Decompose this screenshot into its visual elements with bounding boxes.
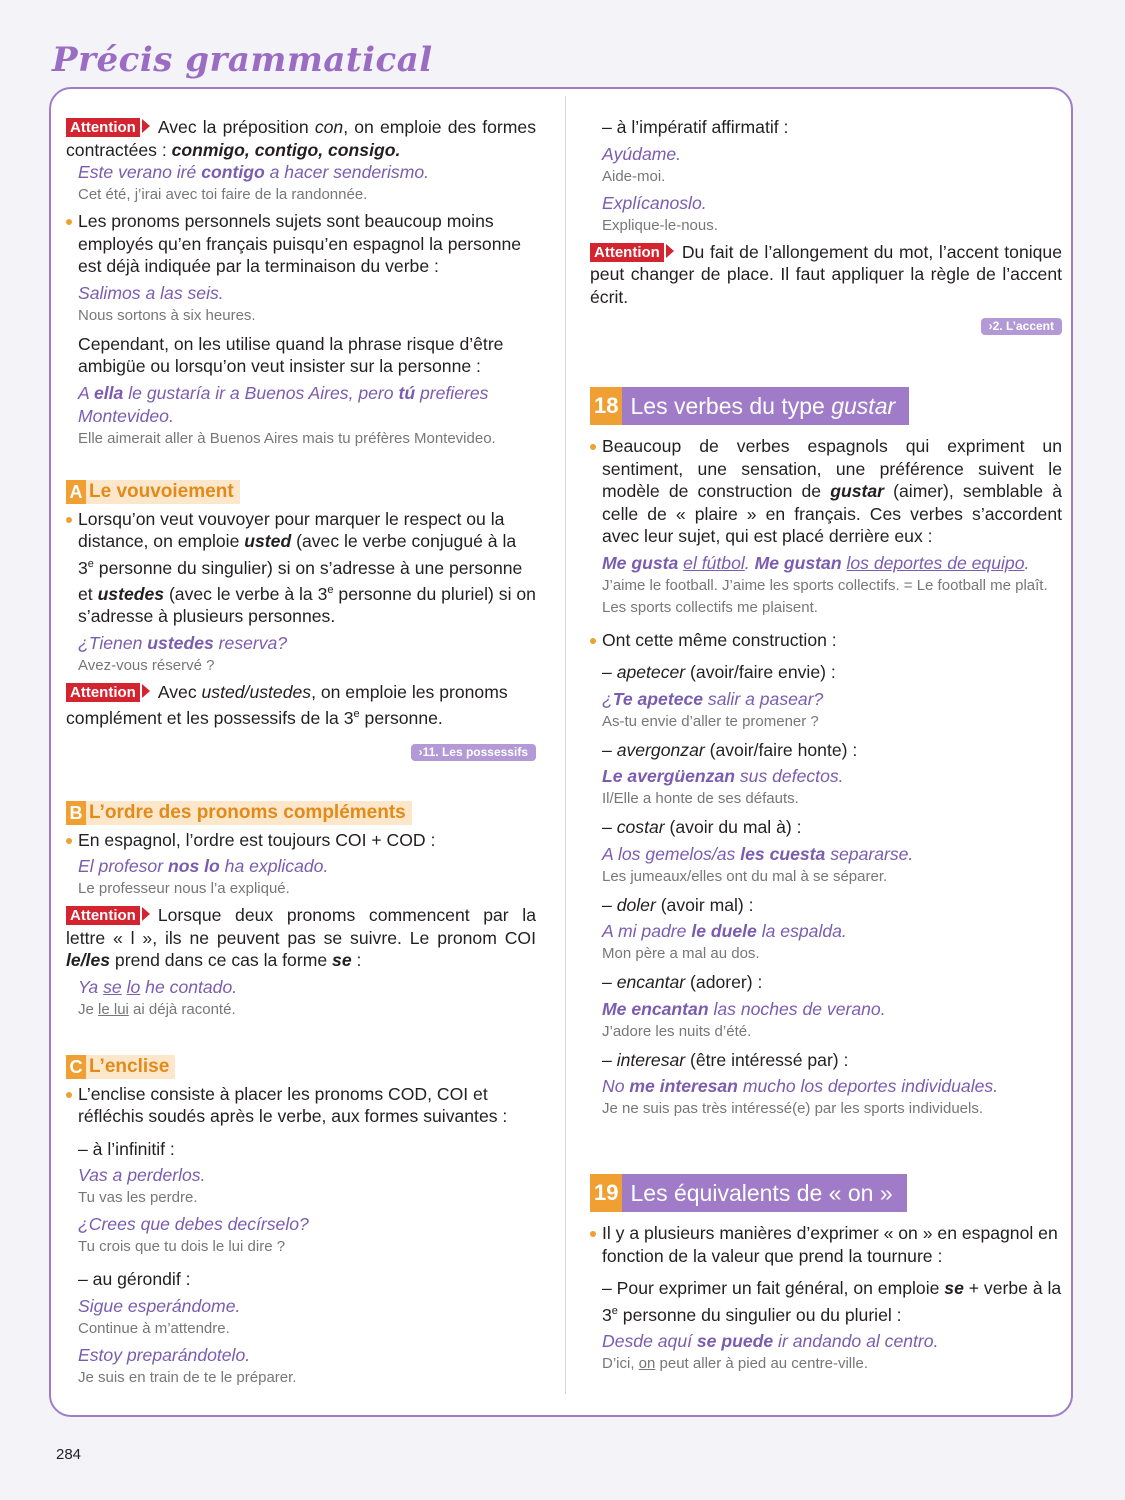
translation: Tu crois que tu dois le lui dire ? [78,1238,286,1256]
bullet-text: Beaucoup de verbes espagnols qui expriment un sentiment, une sensation, une préférence suivent le modèle de construction de gustar (aimer), semblable à celle de « plaire » en français. Ces verbes s’accordent avec leur sujet, qui est placé derrière eux : [590,435,1062,548]
spanish-example: Salimos a las seis. [78,282,224,303]
spanish-example: Me encantan las noches de verano. [602,998,886,1019]
page-title: Précis grammatical [52,40,433,80]
attention-arrow-icon [142,119,150,133]
attention-badge: Attention [66,683,140,702]
attention-arrow-icon [142,684,150,698]
translation: As-tu envie d’aller te promener ? [602,712,819,730]
form-label: – au gérondif : [78,1269,191,1290]
reference-link[interactable]: ›2. L’accent [981,318,1062,335]
right-column [590,116,1062,1375]
bullet-text: L’enclise consiste à placer les pronoms COD, COI et réfléchis soudés après le verbe, aux formes suivantes : [66,1083,536,1128]
section-header-19: 19 Les équivalents de « on » [590,1174,1062,1212]
verb-entry: – doler (avoir mal) : [602,894,754,915]
bullet-text: Il y a plusieurs manières d’exprimer « on » en espagnol en fonction de la valeur que prend la tournure : [590,1222,1062,1267]
attention-arrow-icon [142,907,150,921]
verb-entry: – interesar (être intéressé par) : [602,1049,849,1070]
translation: Mon père a mal au dos. [602,945,760,962]
spanish-example: Estoy preparándotelo. [78,1344,251,1365]
spanish-example: A mi padre le duele la espalda. [602,921,847,941]
bullet-text: Les pronoms personnels sujets sont beaucoup moins employés qu’en français puisqu’en espagnol la personne est déjà indiquée par la terminaison du verbe : [66,210,536,278]
attention-badge: Attention [590,243,664,262]
form-label: – à l’infinitif : [78,1138,175,1159]
page-number: 284 [56,1446,82,1463]
attention-note: Attention Du fait de l’allongement du mot, l’accent tonique peut changer de place. Il faut appliquer la règle de l’accent écrit. [590,241,1062,307]
translation: Nous sortons à six heures. [78,306,256,324]
bullet-text: Ont cette même construction : [590,629,1062,652]
verb-entry: – apetecer (avoir/faire envie) : [602,662,836,682]
translation: Cet été, j’irai avec toi faire de la randonnée. [78,186,368,203]
spanish-example: Vas a perderlos. [78,1165,206,1186]
paragraph: – Pour exprimer un fait général, on emploie se + verbe à la 3e personne du singulier ou du pluriel : [602,1278,1062,1325]
section-header-c: C L’enclise [66,1055,536,1079]
translation: Elle aimerait aller à Buenos Aires mais tu préfères Montevideo. [78,429,496,447]
translation: J’adore les nuits d’été. [602,1022,752,1040]
attention-note: Attention Avec la préposition con, on emploie des formes contractées : conmigo, contigo, consigo. [66,117,536,160]
spanish-example: Ayúdame. [602,143,682,164]
spanish-example: Me gusta el fútbol. Me gustan los deportes de equipo. [602,552,1030,573]
spanish-example: ¿Tienen ustedes reserva? [78,632,288,653]
spanish-example: A los gemelos/as les cuesta separarse. [602,843,914,864]
translation: Aide-moi. [602,167,666,185]
bullet-text: Lorsqu’on veut vouvoyer pour marquer le respect ou la distance, on emploie usted (avec le verbe conjugué à la 3e personne du singulier) si on s’adresse à une personne et ustedes (avec le verbe à la 3e personne du pluriel) si on s’adresse à plusieurs personnes. [66,508,536,628]
translation: Avez-vous réservé ? [78,656,215,674]
paragraph: Cependant, on les utilise quand la phrase risque d’être ambigüe ou lorsqu’on veut insister sur la personne : [78,333,504,376]
spanish-example: No me interesan mucho los deportes individuales. [602,1076,999,1096]
attention-arrow-icon [666,244,674,258]
attention-note: Attention Avec usted/ustedes, on emploie les pronoms complément et les possessifs de la 3e personne. [66,681,508,729]
translation: Je suis en train de te le préparer. [78,1368,297,1386]
attention-badge: Attention [66,906,140,925]
translation: Continue à m’attendre. [78,1319,230,1337]
translation: Je le lui ai déjà raconté. [78,1000,236,1018]
translation: Explique-le-nous. [602,216,718,234]
translation: Tu vas les perdre. [78,1189,198,1207]
spanish-example: Le avergüenzan sus defectos. [602,766,844,786]
spanish-example: Ya se lo he contado. [78,976,238,997]
translation: Je ne suis pas très intéressé(e) par les sports individuels. [602,1100,984,1117]
translation: Les jumeaux/elles ont du mal à se séparer. [602,867,888,885]
section-header-18: 18 Les verbes du type gustar [590,387,1062,425]
verb-entry: – encantar (adorer) : [602,972,763,992]
verb-entry: – costar (avoir du mal à) : [602,817,802,837]
translation: D’ici, on peut aller à pied au centre-ville. [602,1354,868,1372]
translation: Le professeur nous l’a expliqué. [78,880,290,898]
section-header-a: A Le vouvoiement [66,480,536,504]
column-divider [565,96,566,1394]
bullet-text: En espagnol, l’ordre est toujours COI + COD : [66,829,536,852]
spanish-example: Explícanoslo. [602,192,707,213]
spanish-example: ¿Te apetece salir a pasear? [602,688,824,709]
attention-note: Attention Lorsque deux pronoms commencent par la lettre « l », ils ne peuvent pas se suivre. Le pronom COI le/les prend dans ce cas la forme se : [66,905,536,971]
attention-badge: Attention [66,118,140,137]
reference-link[interactable]: ›11. Les possessifs [411,744,536,761]
spanish-example: Sigue esperándome. [78,1295,241,1316]
spanish-example: ¿Crees que debes decírselo? [78,1214,309,1235]
translation: J’aime le football. J’aime les sports collectifs. = Le football me plaît. Les sports collectifs me plaisent. [602,576,1048,616]
form-label: – à l’impératif affirmatif : [602,117,789,137]
spanish-example: Desde aquí se puede ir andando al centro. [602,1330,939,1351]
spanish-example: A ella le gustaría ir a Buenos Aires, pero tú prefieres Montevideo. [78,382,489,426]
spanish-example: Este verano iré contigo a hacer senderismo. [78,162,430,182]
left-column [66,116,536,1389]
section-header-b: B L’ordre des pronoms compléments [66,801,536,825]
verb-entry: – avergonzar (avoir/faire honte) : [602,739,858,760]
translation: Il/Elle a honte de ses défauts. [602,790,799,807]
spanish-example: El profesor nos lo ha explicado. [78,856,329,877]
